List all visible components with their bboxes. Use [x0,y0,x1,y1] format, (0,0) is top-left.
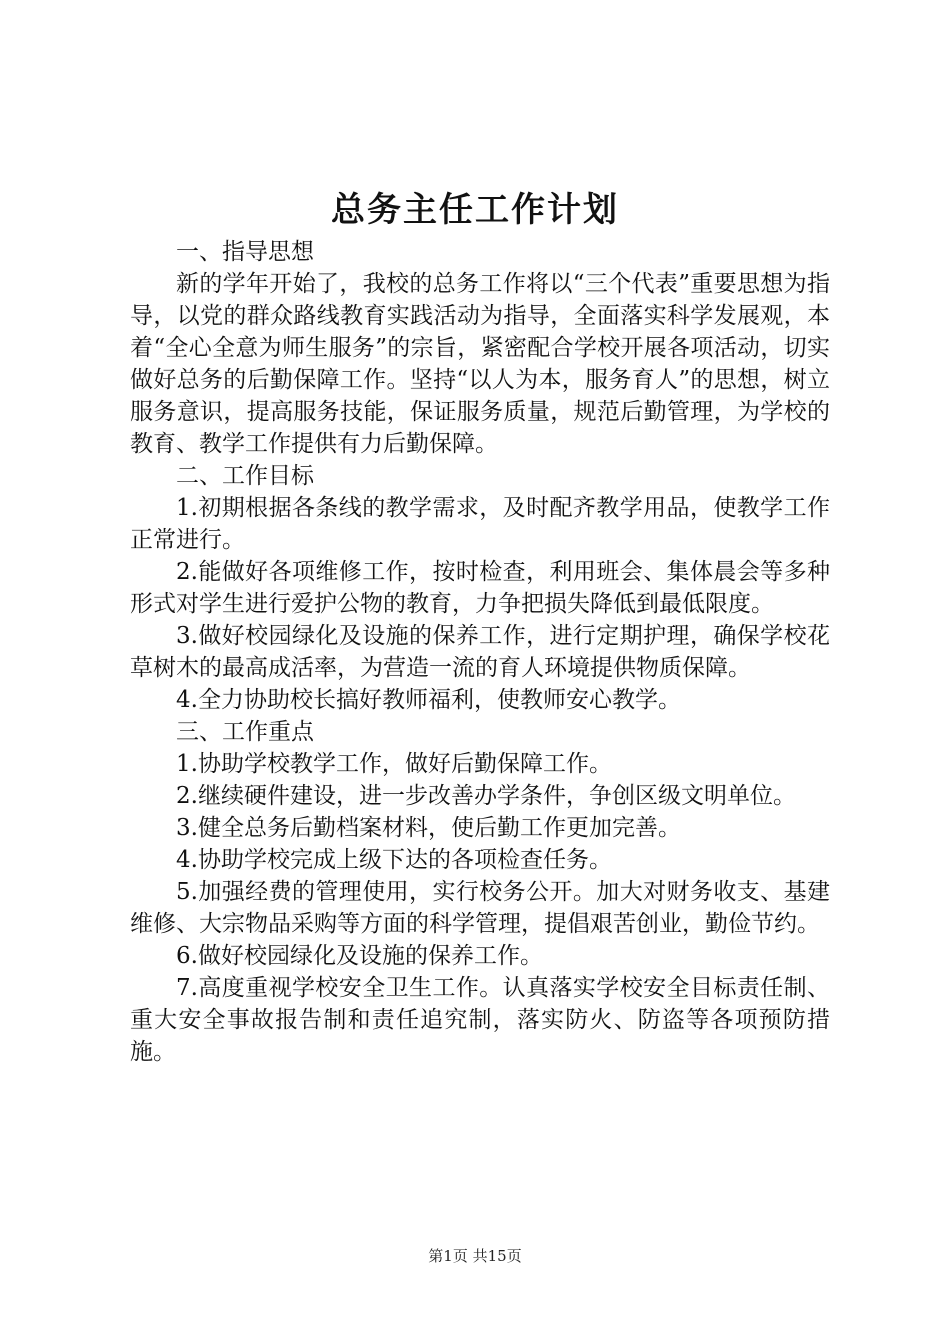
page-footer: 第1页 共15页 [428,1247,522,1265]
goal-item-1: 1.初期根据各条线的教学需求，及时配齐教学用品，使教学工作正常进行。 [130,495,830,553]
focus-item-6: 6.做好校园绿化及设施的保养工作。 [176,943,543,969]
document-body [130,236,830,1068]
goal-item-4: 4.全力协助校长搞好教师福利，使教师安心教学。 [176,687,681,713]
focus-item-1: 1.协助学校教学工作，做好后勤保障工作。 [176,751,612,777]
focus-item-5: 5.加强经费的管理使用，实行校务公开。加大对财务收支、基建维修、大宗物品采购等方面的科学管理，提倡艰苦创业，勤俭节约。 [130,879,830,937]
focus-item-3: 3.健全总务后勤档案材料，使后勤工作更加完善。 [176,815,681,841]
goal-item-3: 3.做好校园绿化及设施的保养工作，进行定期护理，确保学校花草树木的最高成活率，为营造一流的育人环境提供物质保障。 [130,623,830,681]
section-heading-work-goals: 二、工作目标 [176,463,314,489]
focus-item-7: 7.高度重视学校安全卫生工作。认真落实学校安全目标责任制、重大安全事故报告制和责任追究制，落实防火、防盗等各项预防措施。 [130,975,830,1065]
goal-item-2: 2.能做好各项维修工作，按时检查，利用班会、集体晨会等多种形式对学生进行爱护公物的教育，力争把损失降低到最低限度。 [130,559,830,617]
section-heading-guiding-ideology: 一、指导思想 [176,239,314,265]
document-title: 总务主任工作计划 [331,190,619,230]
paragraph-guiding-ideology: 新的学年开始了，我校的总务工作将以“三个代表”重要思想为指导，以党的群众路线教育实践活动为指导，全面落实科学发展观，本着“全心全意为师生服务”的宗旨，紧密配合学校开展各项活动，切实做好总务的后勤保障工作。坚持“以人为本，服务育人”的思想，树立服务意识，提高服务技能，保证服务质量，规范后勤管理，为学校的教育、教学工作提供有力后勤保障。 [130,271,830,457]
section-heading-work-focus: 三、工作重点 [176,719,314,745]
focus-item-2: 2.继续硬件建设，进一步改善办学条件，争创区级文明单位。 [176,783,796,809]
focus-item-4: 4.协助学校完成上级下达的各项检查任务。 [176,847,612,873]
